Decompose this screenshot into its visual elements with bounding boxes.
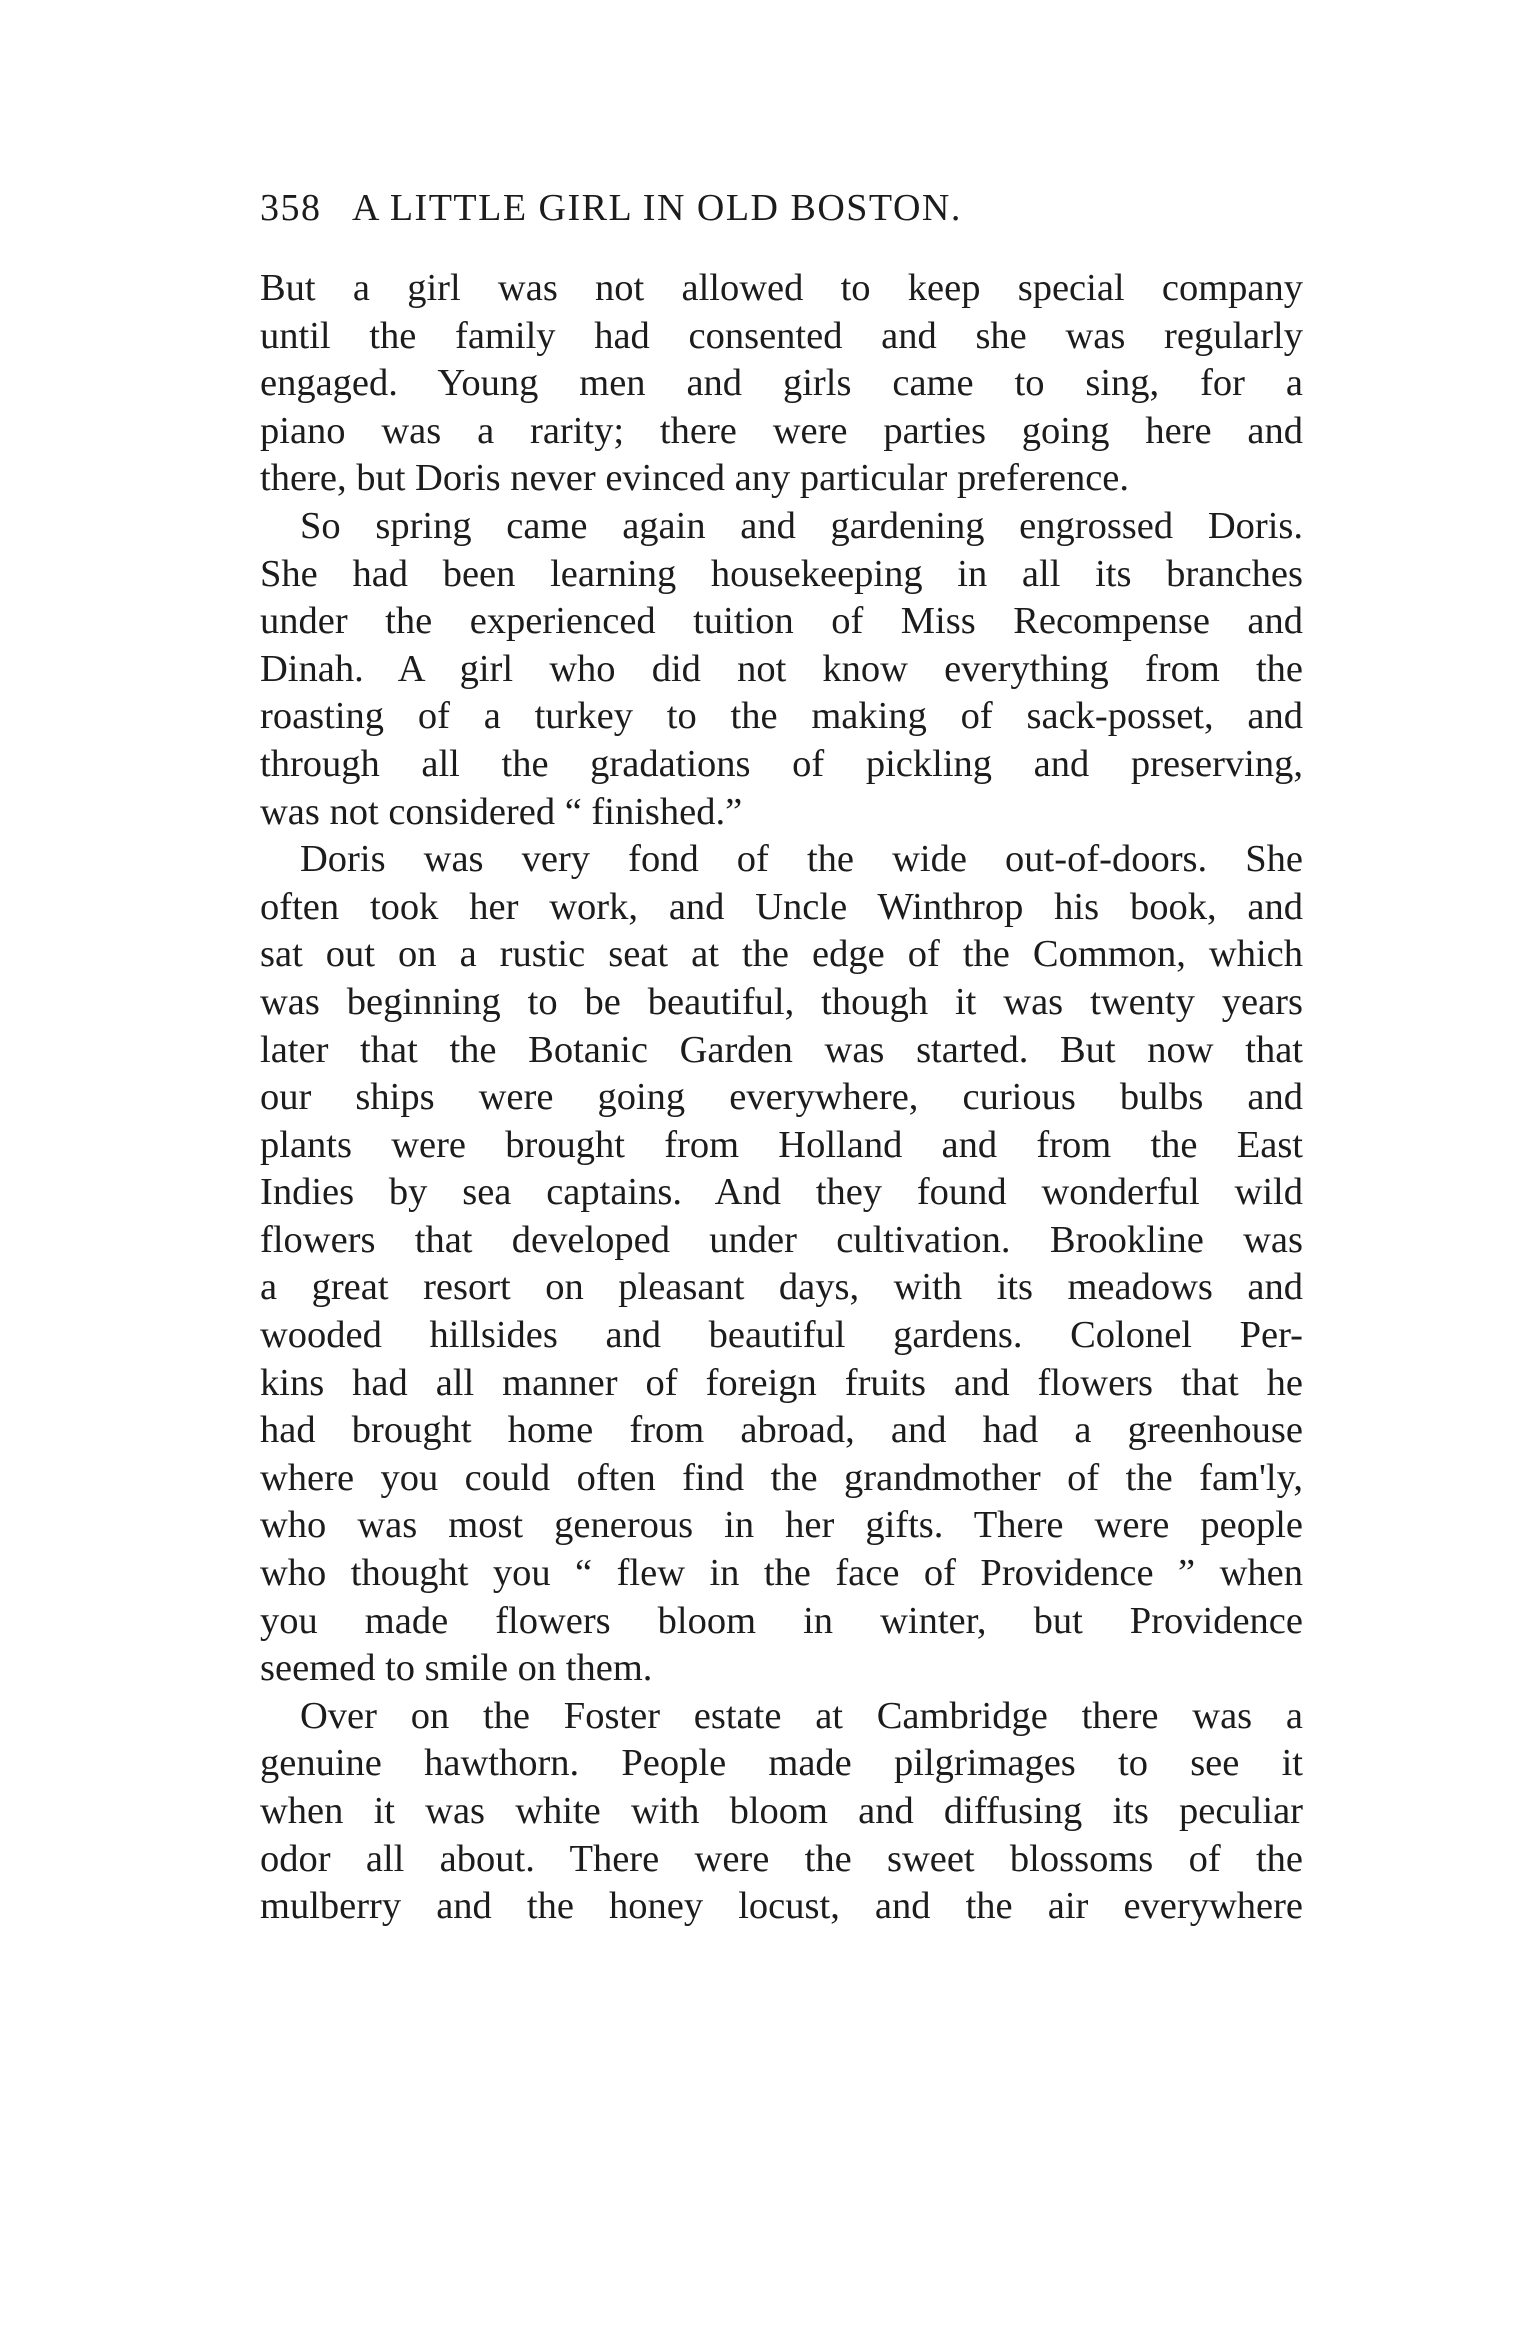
- book-title: A LITTLE GIRL IN OLD BOSTON.: [352, 187, 962, 229]
- text-line: Over on the Foster estate at Cambridge there was a: [300, 1694, 1303, 1737]
- text-line: later that the Botanic Garden was started. But now that: [260, 1028, 1303, 1071]
- text-line: through all the gradations of pickling and preserving,: [260, 742, 1303, 785]
- text-line: was not considered “ finished.”: [260, 790, 743, 833]
- text-line: had brought home from abroad, and had a greenhouse: [260, 1409, 1303, 1452]
- text-line: flowers that developed under cultivation. Brookline was: [260, 1218, 1303, 1261]
- text-line: our ships were going everywhere, curious bulbs and: [260, 1076, 1303, 1119]
- paragraph-1: [260, 265, 1303, 503]
- paragraph-4: [260, 1693, 1303, 1931]
- text-line: sat out on a rustic seat at the edge of the Common, which: [260, 933, 1303, 976]
- paragraph-3: [260, 836, 1303, 1693]
- text-line: you made flowers bloom in winter, but Providence: [260, 1599, 1303, 1642]
- text-line: was beginning to be beautiful, though it was twenty years: [260, 980, 1303, 1023]
- text-line: genuine hawthorn. People made pilgrimages to see it: [260, 1742, 1303, 1785]
- text-line: until the family had consented and she was regularly: [260, 314, 1303, 357]
- text-line: Indies by sea captains. And they found wonderful wild: [260, 1171, 1303, 1214]
- text-line: when it was white with bloom and diffusing its peculiar: [260, 1790, 1303, 1832]
- text-line: who was most generous in her gifts. There were people: [260, 1504, 1303, 1547]
- text-line: where you could often find the grandmother of the fam'ly,: [260, 1456, 1303, 1499]
- text-line: piano was a rarity; there were parties going here and: [260, 409, 1303, 452]
- body-text: [260, 265, 1303, 1931]
- text-line: a great resort on pleasant days, with its meadows and: [260, 1266, 1303, 1309]
- text-line: odor all about. There were the sweet blossoms of the: [260, 1837, 1303, 1880]
- paragraph-2: [260, 503, 1303, 836]
- text-line: So spring came again and gardening engrossed Doris.: [300, 504, 1303, 547]
- text-line: Dinah. A girl who did not know everything from the: [260, 647, 1303, 690]
- text-line: wooded hillsides and beautiful gardens. Colonel Per-: [260, 1314, 1303, 1357]
- text-line: roasting of a turkey to the making of sack-posset, and: [260, 695, 1303, 738]
- text-line: there, but Doris never evinced any particular preference.: [260, 457, 1130, 500]
- text-line: plants were brought from Holland and from the East: [260, 1123, 1303, 1166]
- text-line: kins had all manner of foreign fruits and flowers that he: [260, 1361, 1303, 1404]
- text-line: who thought you “ flew in the face of Providence ” when: [260, 1552, 1303, 1595]
- text-line: But a girl was not allowed to keep special company: [260, 267, 1303, 309]
- text-line: She had been learning housekeeping in all its branches: [260, 552, 1303, 595]
- text-line: often took her work, and Uncle Winthrop his book, and: [260, 885, 1303, 928]
- text-line: seemed to smile on them.: [260, 1647, 653, 1690]
- running-head: [260, 178, 1310, 238]
- text-line: engaged. Young men and girls came to sing, for a: [260, 362, 1303, 405]
- text-line: under the experienced tuition of Miss Recompense and: [260, 600, 1303, 643]
- text-line: mulberry and the honey locust, and the air everywhere: [260, 1885, 1303, 1928]
- page-number: 358: [260, 187, 322, 229]
- text-line: Doris was very fond of the wide out-of-doors. She: [300, 838, 1303, 881]
